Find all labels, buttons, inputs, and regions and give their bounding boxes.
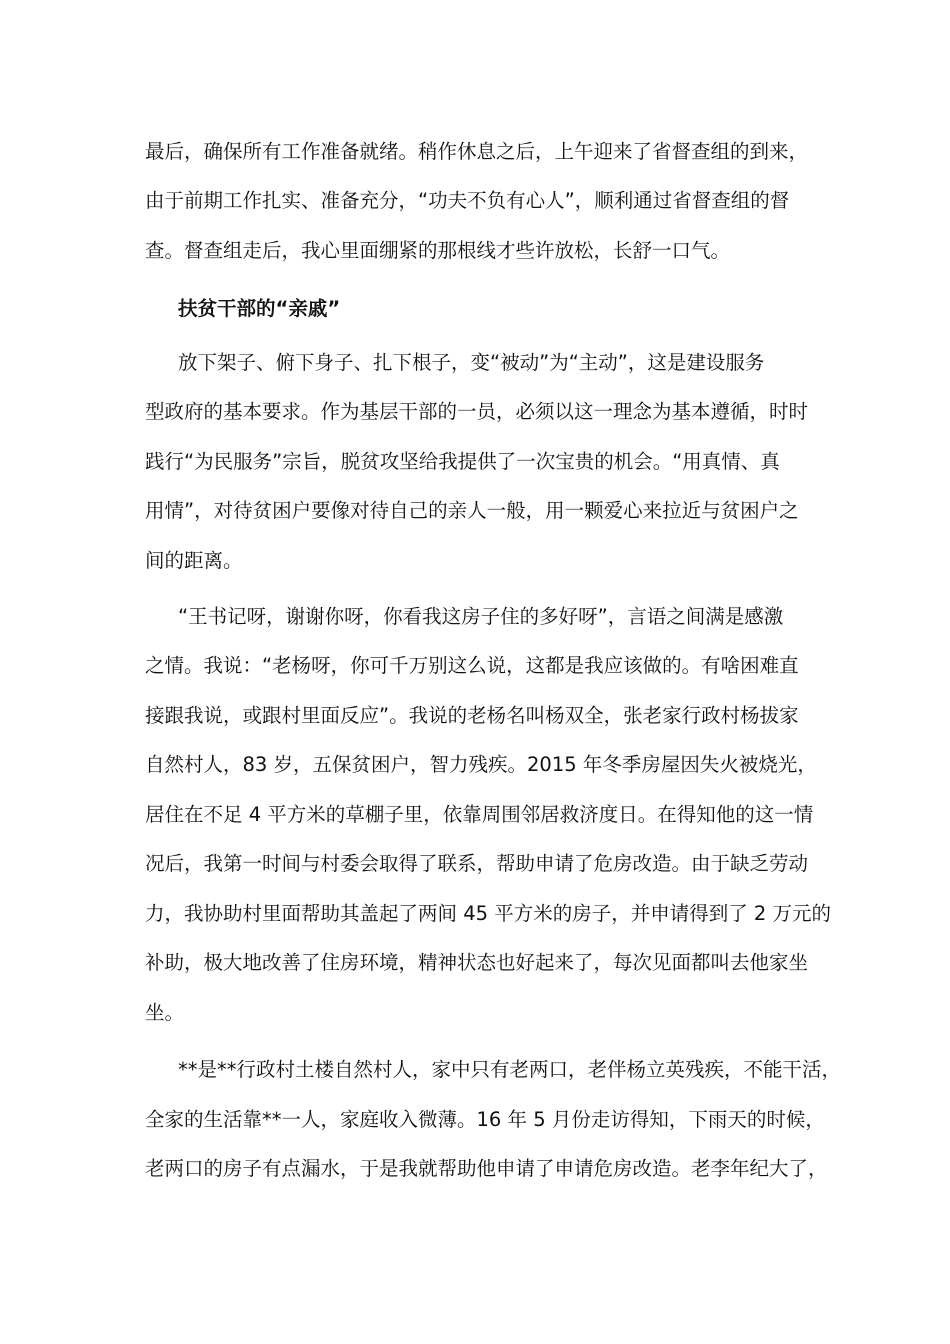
paragraph-line: 补助，极大地改善了住房环境，精神状态也好起来了，每次见面都叫去他家坐 xyxy=(145,951,809,974)
paragraph-line: 自然村人，83 岁，五保贫困户，智力残疾。2015 年冬季房屋因失火被烧光， xyxy=(145,753,817,776)
paragraph-line: 老两口的房子有点漏水，于是我就帮助他申请了申请危房改造。老李年纪大了， xyxy=(145,1157,828,1180)
paragraph-line: “王书记呀，谢谢你呀，你看我这房子住的多好呀”，言语之间满是感激 xyxy=(178,605,784,628)
paragraph-line: 最后，确保所有工作准备就绪。稍作休息之后，上午迎来了省督查组的到来， xyxy=(145,140,809,163)
paragraph-line: 查。督查组走后，我心里面绷紧的那根线才些许放松，长舒一口气。 xyxy=(145,239,731,262)
paragraph-line: 践行“为民服务”宗旨，脱贫攻坚给我提供了一次宝贵的机会。“用真情、真 xyxy=(145,450,780,473)
paragraph-line: 力，我协助村里面帮助其盖起了两间 45 平方米的房子，并申请得到了 2 万元的 xyxy=(145,902,832,925)
paragraph-line: 放下架子、俯下身子、扎下根子，变“被动”为“主动”，这是建设服务 xyxy=(178,351,765,374)
section-heading: 扶贫干部的“亲戚” xyxy=(178,297,341,320)
paragraph-line: 居住在不足 4 平方米的草棚子里，依靠周围邻居救济度日。在得知他的这一情 xyxy=(145,803,814,826)
paragraph-line: 全家的生活靠**一人，家庭收入微薄。16 年 5 月份走访得知，下雨天的时候， xyxy=(145,1108,825,1131)
paragraph-line: 型政府的基本要求。作为基层干部的一员，必须以这一理念为基本遵循，时时 xyxy=(145,400,809,423)
paragraph-line: **是**行政村土楼自然村人，家中只有老两口，老伴杨立英残疾，不能干活， xyxy=(178,1058,842,1081)
paragraph-line: 坐。 xyxy=(145,1001,185,1024)
paragraph-line: 由于前期工作扎实、准备充分，“功夫不负有心人”，顺利通过省督查组的督 xyxy=(145,189,790,212)
paragraph-line: 用情”，对待贫困户要像对待自己的亲人一般，用一颗爱心来拉近与贫困户之 xyxy=(145,499,799,522)
paragraph-line: 之情。我说：“老杨呀，你可千万别这么说，这都是我应该做的。有啥困难直 xyxy=(145,654,799,677)
paragraph-line: 间的距离。 xyxy=(145,549,243,572)
paragraph-line: 况后，我第一时间与村委会取得了联系，帮助申请了危房改造。由于缺乏劳动 xyxy=(145,852,809,875)
paragraph-line: 接跟我说，或跟村里面反应”。我说的老杨名叫杨双全，张老家行政村杨拔家 xyxy=(145,704,799,727)
